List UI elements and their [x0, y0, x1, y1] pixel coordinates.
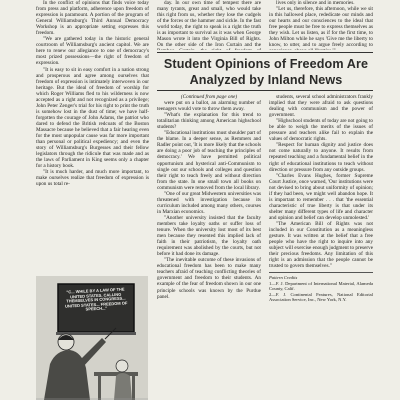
article-column-left	[157, 94, 261, 400]
footnote: 1—F. J. Department of International Material, Alameda County, Calif.	[269, 280, 373, 292]
paragraph: "We are gathered today in the historic general courtroom of Williamsburg's ancient capitol. We are here to renew our allegiance to one of democracy's most prized possessions—the right of freedom of expression.	[36, 36, 149, 67]
paragraph: "Highschool students of today are not going to be able to weigh the merits of the issues of pressure and teachers alike fail to explain the values of democratic rights.	[269, 118, 373, 143]
footnote: 2—F. J. Continental Features, National Editorial Association Service, Inc., New York, N.Y.	[269, 291, 373, 303]
paragraph: were put on a ballot, an alarming number of teenagers would vote to throw them away.	[157, 100, 261, 113]
paragraph: lives only in silence and in memories.	[276, 0, 355, 6]
paragraph: "One of our great Midwestern universities was threatened with investigation because its curriculum included among many others, courses in Marxian economics.	[157, 190, 261, 215]
footnote-title: Pattern Credits	[269, 275, 298, 281]
paragraph: "Educational institutions must shoulder part of the blame. In a deeper sense, as Remmers and Radler point out, 'It is more likely that the schools are doing a poor job of teaching the principles of democracy.' We have permitted political opportunism and hysterical anti-Communism to single out our schools and colleges and question their right to teach freely and without direction from the state. In one small town all books on communism were removed from the local library.	[157, 130, 261, 191]
article-column-right	[269, 94, 373, 400]
column-williamsburg-text	[36, 0, 149, 273]
paragraph: "It is much harder, and much more important, to make ourselves realize that freedom of expression is upon us total re-	[36, 169, 149, 188]
column-williamsburg-end	[269, 0, 373, 50]
continued-note: (Continued from page one)	[180, 94, 238, 100]
blackboard-text: "C... WHILE BY A LAW OF THE UNITED STATES, CALLING THEMSELVES IN CONGRESS... UNITED STATES... FREEDOM OF SPEECH..."	[64, 286, 128, 312]
article-headline: Student Opinions of Freedom Are Analyzed by Inland News	[163, 57, 369, 87]
paragraph: "Respect for human dignity and justice does not come naturally to anyone. It results from repeated teaching and a fundamental belief in the right of educational institutions to teach without direction or pressure from any outside groups.	[269, 142, 373, 173]
paragraph: "It is easy to sit in easy comfort in a nation strong and prosperous and agree among ourselves that freedom of expression is intimately interwoven in our heritage. But the ideal of freedom of worship for which Roger Williams fled to his wilderness is now accepted as a right and not recognized as a privilege; John Peter Zenger's trial for his right to print the truth is somehow lost in the dust of time; we have half-forgotten the courage of John Adams, the patriot who dared to defend the British redcoats of the Boston Massacre because he believed that a fair hearing even for the most unpopular cause was far more important than personal or political expediency; and even the story of Williamsburg's Burgesses and their fellow legislators through the ridicule that was made and as the laws of Parliament in King seems only a chapter for a history book.	[36, 66, 149, 170]
cartoon-illustration	[36, 276, 148, 400]
column-williamsburg-continued	[157, 0, 261, 50]
paragraph: "Another university insisted that the faculty members take loyalty oaths or suffer loss of tenure. When the university lost most of its best men because they resented this implied lack of faith in their patriotism, the loyalty oath requirement was abolished by the courts, but not before it had done its damage.	[157, 214, 261, 258]
paragraph: "Let us, therefore, this afternoon, while we sit in this hallowed place, rededicate our minds and our hearts and our consciences to the ideal that free people must be free to express themselves as they wish. Let us listen, as if for the first time, to John Milton while he says 'Give me the liberty to know, to utter, and to argue freely according to	[269, 6, 373, 49]
paragraph: In the conflict of opinions that finds voice today from press and platform, adherence upon freedom of expression is paramount. A portion of the program of General Williamsburg's Third Annual Democracy Workshop is an appropriate setting expresses this freedom.	[36, 0, 149, 37]
headline-bottom-rule	[157, 90, 373, 91]
paragraph: "Charles Evans Hughes, former Supreme Court Justice, once warned, 'Our institutions were not devised to bring about uniformity of opinion; if they had been, we might well abandon hope. It is important to remember . . . that 'the essential characteristic of true liberty is that under its shelter many different types of life and character and opinion and belief can develop unmolested.'	[269, 172, 373, 221]
footnotes	[269, 272, 373, 303]
headline-top-rule	[157, 52, 373, 53]
paragraph: students, several school administrators frankly implied that they were afraid to ask questions dealing with communism and the power of government.	[269, 94, 373, 119]
paragraph: "The inevitable outcome of these invasions of educational freedom has been to make many teachers afraid of teaching conflicting theories of government and freedom to their students. An example of the fear of freedom shown in our one principle schools was known by the Purdue panel.	[157, 257, 261, 300]
paragraph: "What's the explanation for this trend to totalitarian thinking among American highschool students?	[157, 112, 261, 131]
paragraph: day. In our own time of tempest there are many tyrants, great and small, who would take this right from us, whether they lose the cudgels of the forces or the hammer and sickle. In the fast world today, the right to speak is a right the truth is as important to survival as it was when George Mason wrote it into the Virginia Bill of Rights. On the other side of the Iron Curtain and the	[157, 0, 261, 49]
paragraph: "The American Bill of Rights was not included in our Constitution as a meaningless gesture. It was written at the belief that a free people who have the right to inquire into any subject will exercise enough judgment to preserve their precious freedoms. Any limitation of this right is an admission that the people cannot be trusted to govern themselves."	[269, 220, 373, 270]
